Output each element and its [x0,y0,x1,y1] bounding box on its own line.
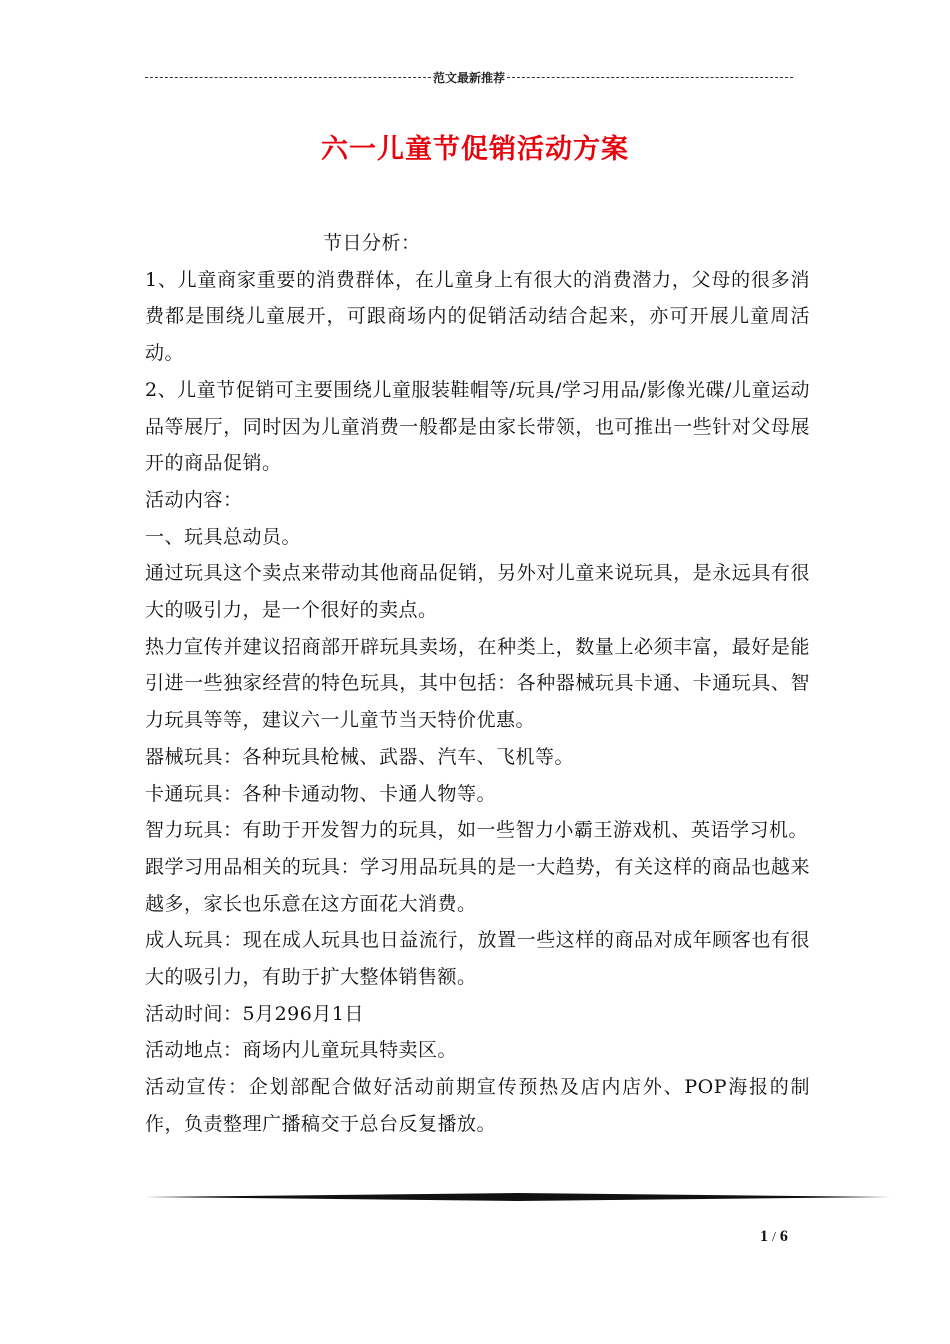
paragraph: 跟学习用品相关的玩具：学习用品玩具的是一大趋势，有关这样的商品也越来越多，家长也乐意在这方面花大消费。 [145,855,810,915]
header-dash-right [507,77,793,78]
paragraph: 智力玩具：有助于开发智力的玩具，如一些智力小霸王游戏机、英语学习机。 [145,819,809,842]
paragraph: 1、儿童商家重要的消费群体，在儿童身上有很大的消费潜力，父母的很多消费都是围绕儿童展开，可跟商场内的促销活动结合起来，亦可开展儿童周活动。 [145,268,810,365]
header-text: 范文最新推荐 [433,70,506,85]
paragraph-section-heading: 节日分析： [323,232,421,254]
page-total: 6 [779,1228,788,1245]
paragraph: 活动地点：商场内儿童玩具特卖区。 [145,1039,458,1062]
paragraph: 2、儿童节促销可主要围绕儿童服装鞋帽等/玩具/学习用品/影像光碟/儿童运动品等展厅，同时因为儿童消费一般都是由家长带领，也可推出一些针对父母展开的商品促销。 [145,378,810,475]
paragraph: 热力宣传并建议招商部开辟玩具卖场，在种类上，数量上必须丰富，最好是能引进一些独家经营的特色玩具，其中包括：各种器械玩具卡通、卡通玩具、智力玩具等等，建议六一儿童节当天特价优惠。 [145,635,810,732]
document-title: 六一儿童节促销活动方案 [321,134,629,165]
header-dash-left [145,77,431,78]
page-current: 1 [760,1228,768,1245]
paragraph: 器械玩具：各种玩具枪械、武器、汽车、飞机等。 [145,745,575,768]
paragraph: 活动时间：5月296月1日 [145,1002,364,1025]
paragraph-subheading: 一、玩具总动员。 [145,525,302,548]
footer-rule [145,1192,890,1202]
paragraph: 卡通玩具：各种卡通动物、卡通人物等。 [145,782,497,805]
paragraph: 活动宣传：企划部配合做好活动前期宣传预热及店内店外、POP海报的制作，负责整理广播稿交于总台反复播放。 [145,1076,810,1135]
paragraph: 成人玩具：现在成人玩具也日益流行，放置一些这样的商品对成年顾客也有很大的吸引力，有助于扩大整体销售额。 [145,929,810,989]
paragraph-section-heading: 活动内容： [145,488,243,511]
page-number [760,1228,820,1246]
page-separator: / [772,1230,776,1245]
document-body [145,225,810,1143]
page-header [145,68,793,86]
paragraph: 通过玩具这个卖点来带动其他商品促销，另外对儿童来说玩具，是永远具有很大的吸引力，是一个很好的卖点。 [145,562,810,622]
